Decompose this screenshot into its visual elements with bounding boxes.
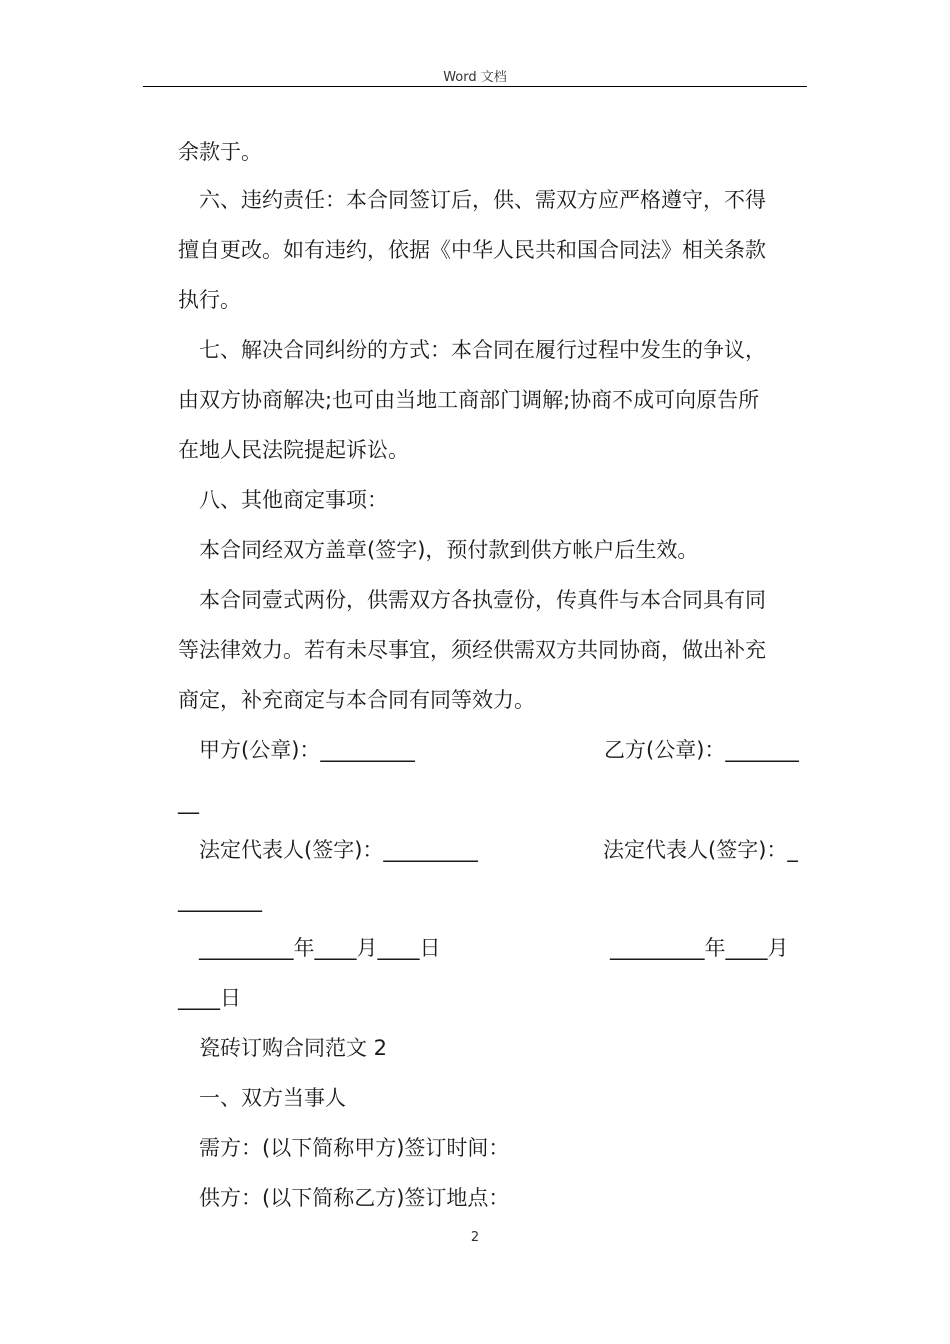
text-line: 等法律效力。若有未尽事宜，须经供需双方共同协商，做出补充 bbox=[178, 638, 766, 662]
party-b-seal-cont: __ bbox=[178, 790, 199, 814]
text-line: 余款于。 bbox=[178, 140, 262, 164]
text-line: 由双方协商解决;也可由当地工商部门调解;协商不成可向原告所 bbox=[178, 388, 760, 412]
date-a: _________年____月____日 bbox=[199, 936, 441, 960]
text-line: 七、解决合同纠纷的方式：本合同在履行过程中发生的争议， bbox=[199, 338, 766, 362]
text-line: 六、违约责任：本合同签订后，供、需双方应严格遵守，不得 bbox=[199, 188, 766, 212]
date-b: _________年____月 bbox=[610, 936, 789, 960]
text-line: 本合同经双方盖章(签字)，预付款到供方帐户后生效。 bbox=[199, 538, 699, 562]
text-line: 需方：(以下简称甲方)签订时间： bbox=[199, 1136, 510, 1160]
text-line: 商定，补充商定与本合同有同等效力。 bbox=[178, 688, 535, 712]
rep-a-signature: 法定代表人(签字)：_________ bbox=[199, 838, 478, 862]
page-header: Word 文档 bbox=[443, 70, 507, 85]
party-a-seal: 甲方(公章)：_________ bbox=[199, 738, 415, 762]
text-line: 供方：(以下简称乙方)签订地点： bbox=[199, 1186, 510, 1210]
date-b-cont: ____日 bbox=[178, 986, 241, 1010]
text-line: 执行。 bbox=[178, 288, 241, 312]
page-number: 2 bbox=[470, 1230, 480, 1245]
text-line: 八、其他商定事项： bbox=[199, 488, 388, 512]
rep-b-signature: 法定代表人(签字)：_ bbox=[603, 838, 798, 862]
text-line: 本合同壹式两份，供需双方各执壹份，传真件与本合同具有同 bbox=[199, 588, 766, 612]
text-line: 在地人民法院提起诉讼。 bbox=[178, 438, 409, 462]
text-line: 一、双方当事人 bbox=[199, 1086, 346, 1110]
text-line: 擅自更改。如有违约，依据《中华人民共和国合同法》相关条款 bbox=[178, 238, 766, 262]
party-b-seal: 乙方(公章)：_______ bbox=[604, 738, 799, 762]
section-title: 瓷砖订购合同范文 2 bbox=[199, 1036, 388, 1060]
header-divider bbox=[143, 86, 807, 87]
rep-b-signature-cont: ________ bbox=[178, 888, 262, 912]
